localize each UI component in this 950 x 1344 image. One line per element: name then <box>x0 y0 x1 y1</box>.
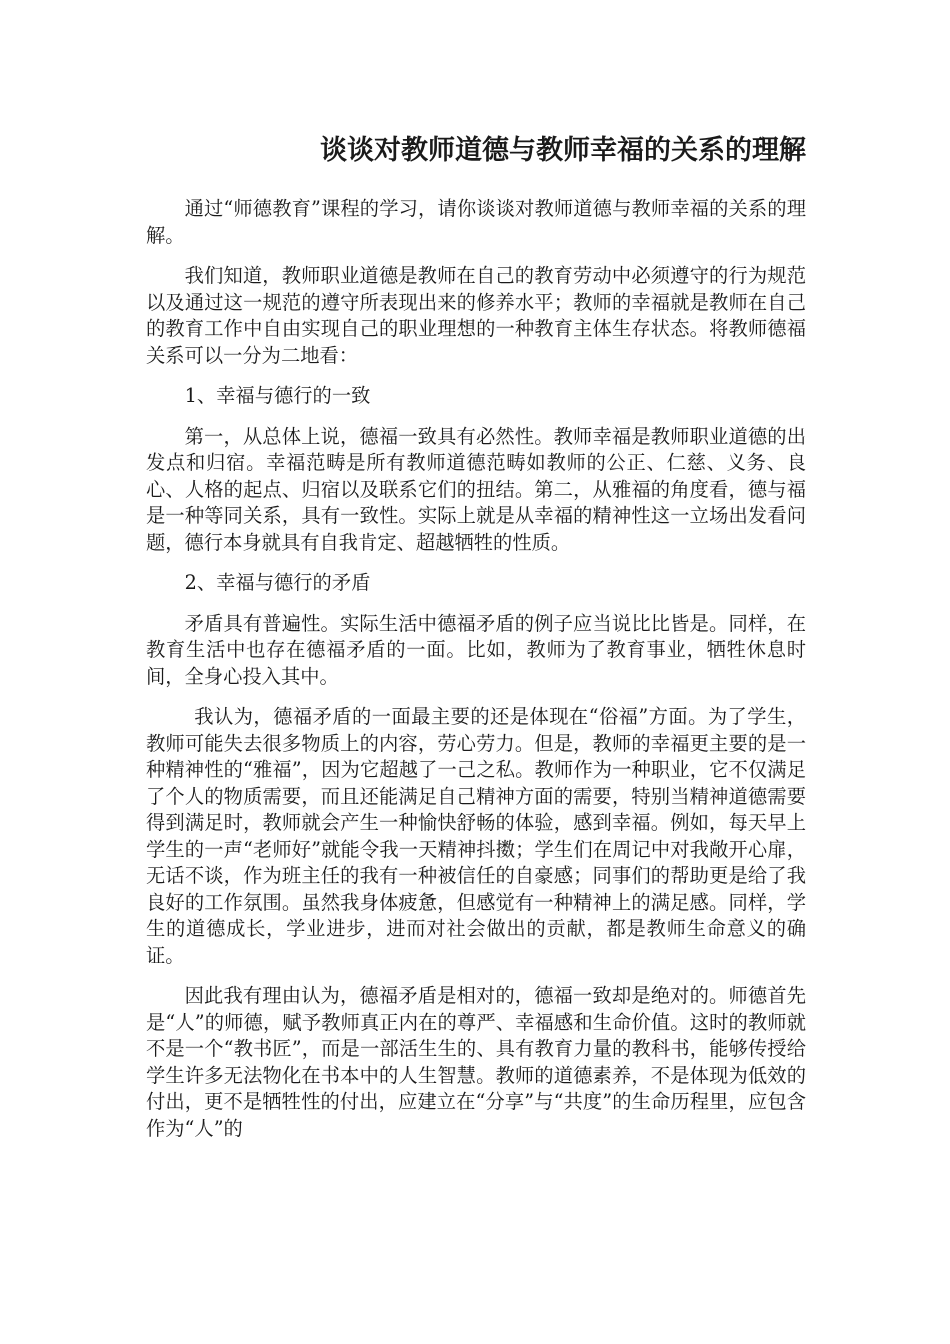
section-heading-contradiction: 2、幸福与德行的矛盾 <box>184 571 371 594</box>
document-title: 谈谈对教师道德与教师幸福的关系的理解 <box>320 135 806 166</box>
paragraph-personal-view: 我认为，德福矛盾的一面最主要的还是体现在“俗福”方面。为了学生，教师可能失去很多物质上的内容，劳心劳力。但是，教师的幸福更主要的是一种精神性的“雅福”，因为它超越了一己之私。教师作为一种职业，它不仅满足了个人的物质需要，而且还能满足自己精神方面的需要，特别当精神道德需要得到满足时，教师就会产生一种愉快舒畅的体验，感到幸福。例如，每天早上学生的一声“老师好”就能令我一天精神抖擞；学生们在周记中对我敞开心扉，无话不谈，作为班主任的我有一种被信任的自豪感；同事们的帮助更是给了我良好的工作氛围。虽然我身体疲惫，但感觉有一种精神上的满足感。同样，学生的道德成长，学业进步，进而对社会做出的贡献，都是教师生命意义的确证。 <box>146 705 806 967</box>
paragraph-contradiction: 矛盾具有普遍性。实际生活中德福矛盾的例子应当说比比皆是。同样，在教育生活中也存在德福矛盾的一面。比如，教师为了教育事业，牺牲休息时间，全身心投入其中。 <box>146 611 806 688</box>
paragraph-definition: 我们知道，教师职业道德是教师在自己的教育劳动中必须遵守的行为规范以及通过这一规范的遵守所表现出来的修养水平；教师的幸福就是教师在自己的教育工作中自由实现自己的职业理想的一种教育主体生存状态。将教师德福关系可以一分为二地看： <box>146 264 806 367</box>
section-heading-consistency: 1、幸福与德行的一致 <box>184 384 371 407</box>
paragraph-consistency: 第一，从总体上说，德福一致具有必然性。教师幸福是教师职业道德的出发点和归宿。幸福范畴是所有教师道德范畴如教师的公正、仁慈、义务、良心、人格的起点、归宿以及联系它们的扭结。第二，从雅福的角度看，德与福是一种等同关系，具有一致性。实际上就是从幸福的精神性这一立场出发看问题，德行本身就具有自我肯定、超越牺牲的性质。 <box>146 424 806 554</box>
document-body <box>146 196 806 1156</box>
paragraph-intro: 通过“师德教育”课程的学习，请你谈谈对教师道德与教师幸福的关系的理解。 <box>146 197 806 247</box>
paragraph-conclusion: 因此我有理由认为，德福矛盾是相对的，德福一致却是绝对的。师德首先是“人”的师德，赋予教师真正内在的尊严、幸福感和生命价值。这时的教师就不是一个“教书匠”，而是一部活生生的、具有教育力量的教科书，能够传授给学生许多无法物化在书本中的人生智慧。教师的道德素养，不是体现为低效的付出，更不是牺牲性的付出，应建立在“分享”与“共度”的生命历程里，应包含作为“人”的 <box>146 984 806 1140</box>
